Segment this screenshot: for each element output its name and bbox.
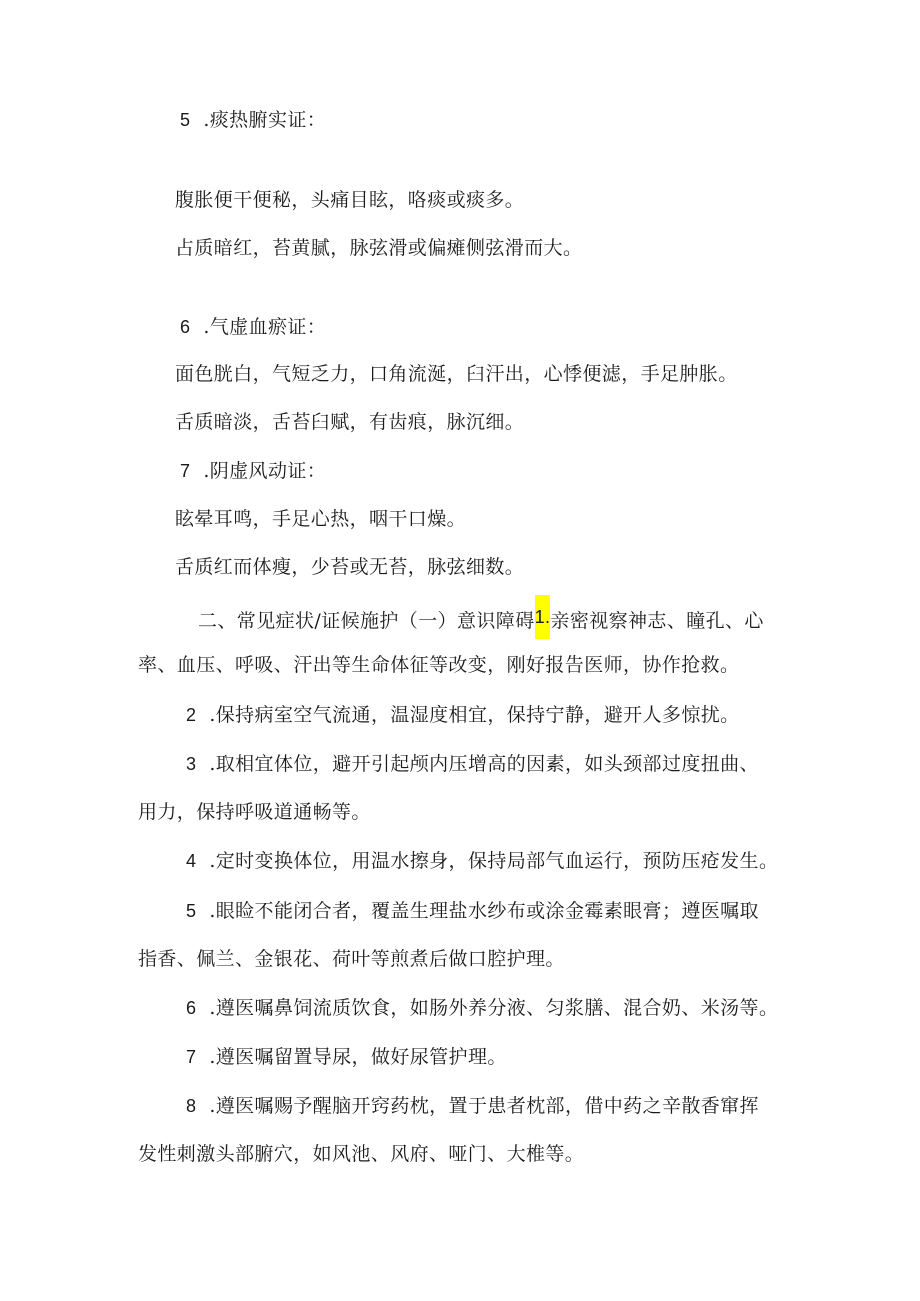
item-text: .定时变换体位，用温水擦身，保持局部气血运行，预防压疮发生。 [209,850,779,872]
list-item [186,899,759,923]
paragraph: 舌质暗淡，舌苔臼赋，有齿痕，脉沉细。 [175,411,525,433]
list-item [186,849,778,873]
paragraph: 眩晕耳鸣，手足心热，咽干口燥。 [175,508,467,530]
paragraph: 腹胀便干便秘，头痛目眩，咯痰或痰多。 [175,189,525,211]
list-item [186,752,759,776]
item-number: 8 [186,1096,197,1116]
item-number: 3 [186,754,197,774]
section-6-heading [180,315,326,339]
item-text: .遵医嘱留置导尿，做好尿管护理。 [209,1046,507,1068]
section-title: .气虚血瘀证： [203,316,327,338]
paragraph: 发性刺激头部腑穴，如风池、风府、哑门、大椎等。 [138,1143,585,1165]
item-text: .保持病室空气流通，温湿度相宜，保持宁静，避开人多惊扰。 [209,704,740,726]
section-7-heading [180,459,326,483]
item-number: 4 [186,851,197,871]
list-item [186,996,778,1020]
paragraph: 占质暗红，苔黄腻，脉弦滑或偏瘫侧弦滑而大。 [175,237,583,259]
highlighted-number: 1. [535,595,551,639]
heading-continuation: 亲密视察神志、瞳孔、心 [550,610,764,632]
item-text: .遵医嘱鼻饲流质饮食，如肠外养分液、匀浆膳、混合奶、米汤等。 [209,997,779,1019]
item-text: .遵医嘱赐予醒脑开窍药枕，置于患者枕部，借中药之辛散香窜挥 [209,1095,759,1117]
item-number: 6 [186,998,197,1018]
paragraph: 指香、佩兰、金银花、荷叶等煎煮后做口腔护理。 [138,948,565,970]
list-item [186,703,740,727]
section-number: 7 [180,461,191,481]
item-text: .眼睑不能闭合者，覆盖生理盐水纱布或涂金霉素眼膏；遵医嘱取 [209,900,759,922]
paragraph: 舌质红而体瘦，少苔或无苔，脉弦细数。 [175,556,525,578]
item-number: 5 [186,901,197,921]
list-item [186,1094,759,1118]
paragraph: 用力，保持呼吸道通畅等。 [138,801,371,823]
section-2-heading [198,605,764,639]
paragraph: 率、血压、呼吸、汗出等生命体征等改变，刚好报告医师，协作抢救。 [138,654,740,676]
section-number: 5 [180,110,191,130]
section-title: .阴虚风动证： [203,460,327,482]
item-number: 7 [186,1047,197,1067]
section-title: .痰热腑实证： [203,109,327,131]
heading-text: 二、常见症状/证候施护（一）意识障碍 [198,610,535,632]
section-number: 6 [180,317,191,337]
list-item [186,1045,507,1069]
item-number: 2 [186,705,197,725]
item-text: .取相宜体位，避开引起颅内压增高的因素，如头颈部过度扭曲、 [209,753,759,775]
paragraph: 面色胱白，气短乏力，口角流涎，臼汗出，心悸便滤，手足肿胀。 [175,363,738,385]
section-5-heading [180,108,326,132]
